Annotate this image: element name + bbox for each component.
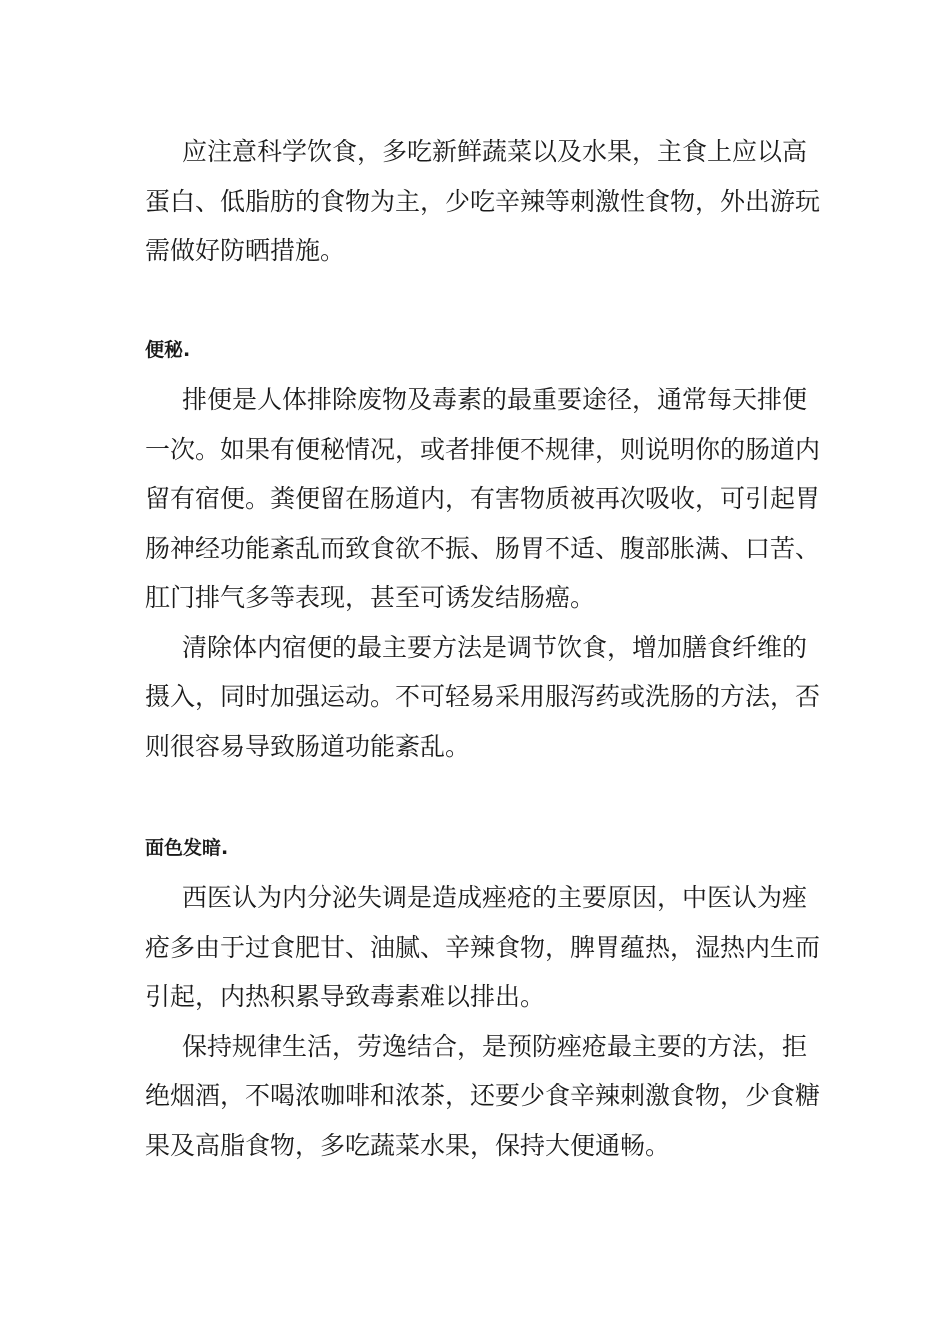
body-paragraph: 清除体内宿便的最主要方法是调节饮食，增加膳食纤维的摄入，同时加强运动。不可轻易采用服泻药或洗肠的方法，否则很容易导致肠道功能紊乱。 <box>145 632 821 761</box>
section-heading: 面色发暗. <box>145 837 229 859</box>
section-dull-complexion <box>145 833 825 863</box>
body-paragraph: 排便是人体排除废物及毒素的最重要途径，通常每天排便一次。如果有便秘情况，或者排便不规律，则说明你的肠道内留有宿便。粪便留在肠道内，有害物质被再次吸收，可引起胃肠神经功能紊乱而致食欲不振、肠胃不适、腹部胀满、口苦、肛门排气多等表现，甚至可诱发结肠癌。 <box>145 385 821 612</box>
section-constipation-body <box>145 375 825 771</box>
section-constipation <box>145 335 825 365</box>
section-dull-complexion-body <box>145 873 825 1170</box>
body-paragraph: 应注意科学饮食，多吃新鲜蔬菜以及水果，主食上应以高蛋白、低脂肪的食物为主，少吃辛辣等刺激性食物，外出游玩需做好防晒措施。 <box>145 137 821 265</box>
intro-section <box>145 127 825 276</box>
section-heading: 便秘. <box>145 339 191 361</box>
body-paragraph: 西医认为内分泌失调是造成痤疮的主要原因，中医认为痤疮多由于过食肥甘、油腻、辛辣食物，脾胃蕴热，湿热内生而引起，内热积累导致毒素难以排出。 <box>145 883 821 1011</box>
body-paragraph: 保持规律生活，劳逸结合，是预防痤疮最主要的方法，拒绝烟酒，不喝浓咖啡和浓茶，还要少食辛辣刺激食物，少食糖果及高脂食物，多吃蔬菜水果，保持大便通畅。 <box>145 1031 821 1160</box>
